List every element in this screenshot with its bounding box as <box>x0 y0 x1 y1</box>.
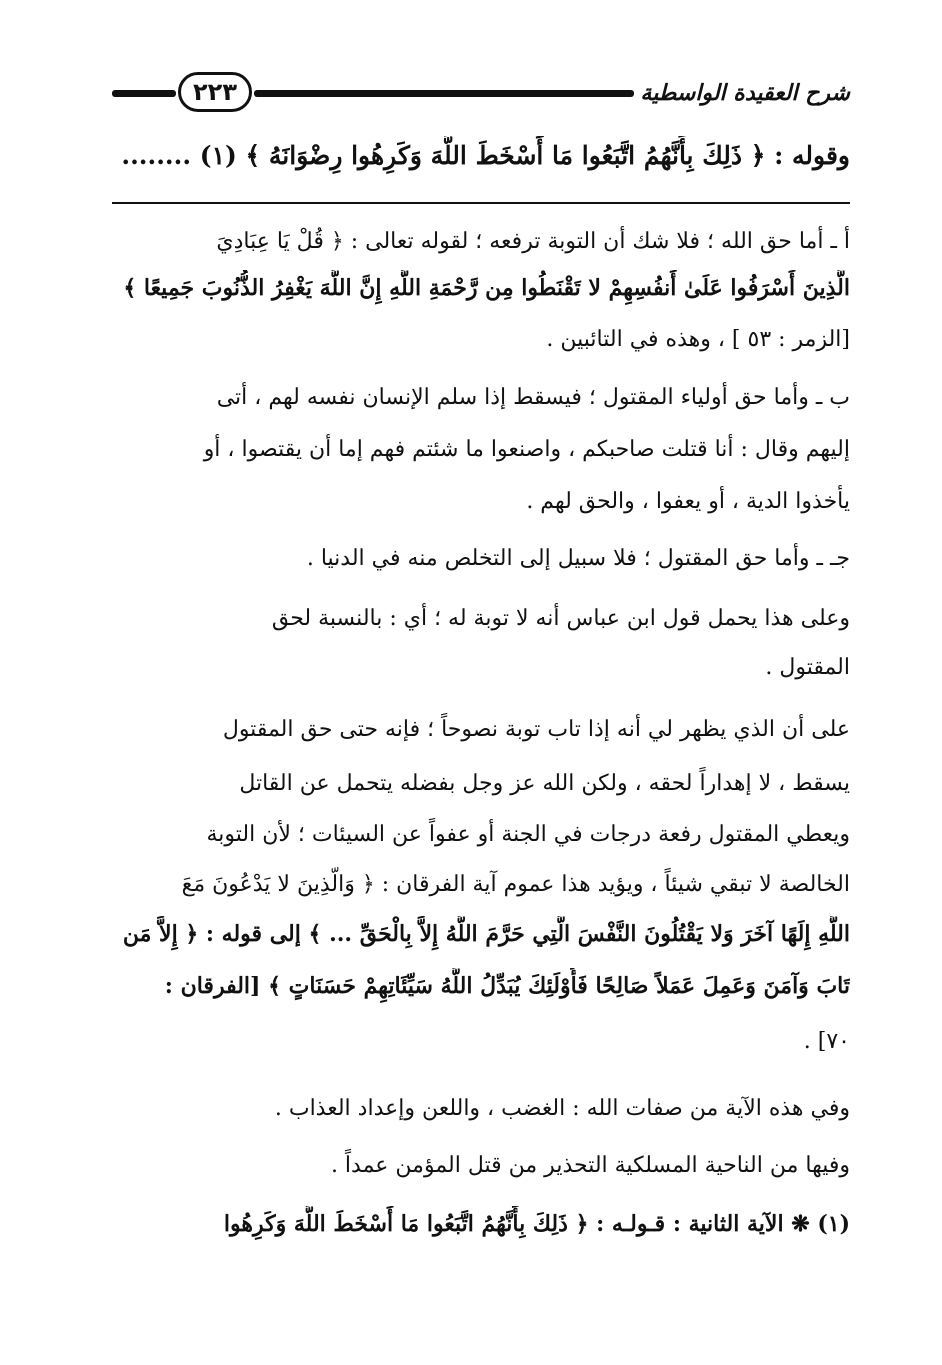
footnote-line: (١) ❋ الآية الثانية : قـولـه : ﴿ ذَلِكَ بِأَنَّهُمُ اتَّبَعُوا مَا أَسْخَطَ اللَّهَ وَكَرِهُوا <box>223 1211 850 1237</box>
text-line: الخالصة لا تبقي شيئاً ، ويؤيد هذا عموم آية الفرقان : ﴿ وَالَّذِينَ لا يَدْعُونَ مَعَ <box>181 872 850 897</box>
text-line: [الزمر : ٥٣ ] ، وهذه في التائبين . <box>546 327 850 352</box>
text-line: يأخذوا الدية ، أو يعفوا ، والحق لهم . <box>526 489 850 514</box>
text-line: وفيها من الناحية المسلكية التحذير من قتل المؤمن عمداً . <box>330 1153 850 1178</box>
page-header <box>112 68 850 118</box>
text-line: تَابَ وَآمَنَ وَعَمِلَ عَمَلاً صَالِحًا فَأُوْلَئِكَ يُبَدِّلُ اللَّهُ سَيِّئَاتِهِمْ حَسَنَاتٍ ﴾ [الفرقان : <box>164 973 850 999</box>
header-rule-right <box>254 90 634 97</box>
text-line: يسقط ، لا إهداراً لحقه ، ولكن الله عز وجل بفضله يتحمل عن القاتل <box>239 771 850 796</box>
text-line: أ ـ أما حق الله ؛ فلا شك أن التوبة ترفعه ؛ لقوله تعالى : ﴿ قُلْ يَا عِبَادِيَ <box>216 229 850 254</box>
text-line: ويعطي المقتول رفعة درجات في الجنة أو عفواً عن السيئات ؛ لأن التوبة <box>206 822 850 847</box>
verse-heading: وقوله : ﴿ ذَلِكَ بِأَنَّهُمُ اتَّبَعُوا مَا أَسْخَطَ اللَّهَ وَكَرِهُوا رِضْوَانَهُ ﴾ (١) ........ <box>121 141 850 170</box>
text-line: ب ـ وأما حق أولياء المقتول ؛ فيسقط إذا سلم الإنسان نفسه لهم ، أتى <box>216 385 850 410</box>
text-line: اللَّهِ إِلَهًا آخَرَ وَلا يَقْتُلُونَ النَّفْسَ الَّتِي حَرَّمَ اللَّهُ إِلاَّ بِالْحَقِّ ... ﴾ إلى قوله : ﴿ إِلاَّ مَن <box>122 921 850 947</box>
text-line: وعلى هذا يحمل قول ابن عباس أنه لا توبة له ؛ أي : بالنسبة لحق <box>271 606 850 631</box>
header-rule-left <box>112 90 176 97</box>
page-number-badge: ٢٢٣ <box>178 72 252 112</box>
text-line: ٧٠] . <box>803 1029 850 1054</box>
text-line: جـ ـ وأما حق المقتول ؛ فلا سبيل إلى التخلص منه في الدنيا . <box>306 546 850 571</box>
text-line: وفي هذه الآية من صفات الله : الغضب ، واللعن وإعداد العذاب . <box>274 1096 850 1121</box>
section-divider <box>112 202 850 204</box>
text-line: على أن الذي يظهر لي أنه إذا تاب توبة نصوحاً ؛ فإنه حتى حق المقتول <box>222 717 850 742</box>
text-line: الَّذِينَ أَسْرَفُوا عَلَىٰ أَنفُسِهِمْ لا تَقْنَطُوا مِن رَّحْمَةِ اللَّهِ إِنَّ اللَّهَ يَغْفِرُ الذُّنُوبَ جَمِيعًا ﴾ <box>123 275 850 301</box>
running-title: شرح العقيدة الواسطية <box>640 81 850 106</box>
text-line: إليهم وقال : أنا قتلت صاحبكم ، واصنعوا ما شئتم فهم إما أن يقتصوا ، أو <box>203 437 850 462</box>
text-line: المقتول . <box>765 655 850 680</box>
